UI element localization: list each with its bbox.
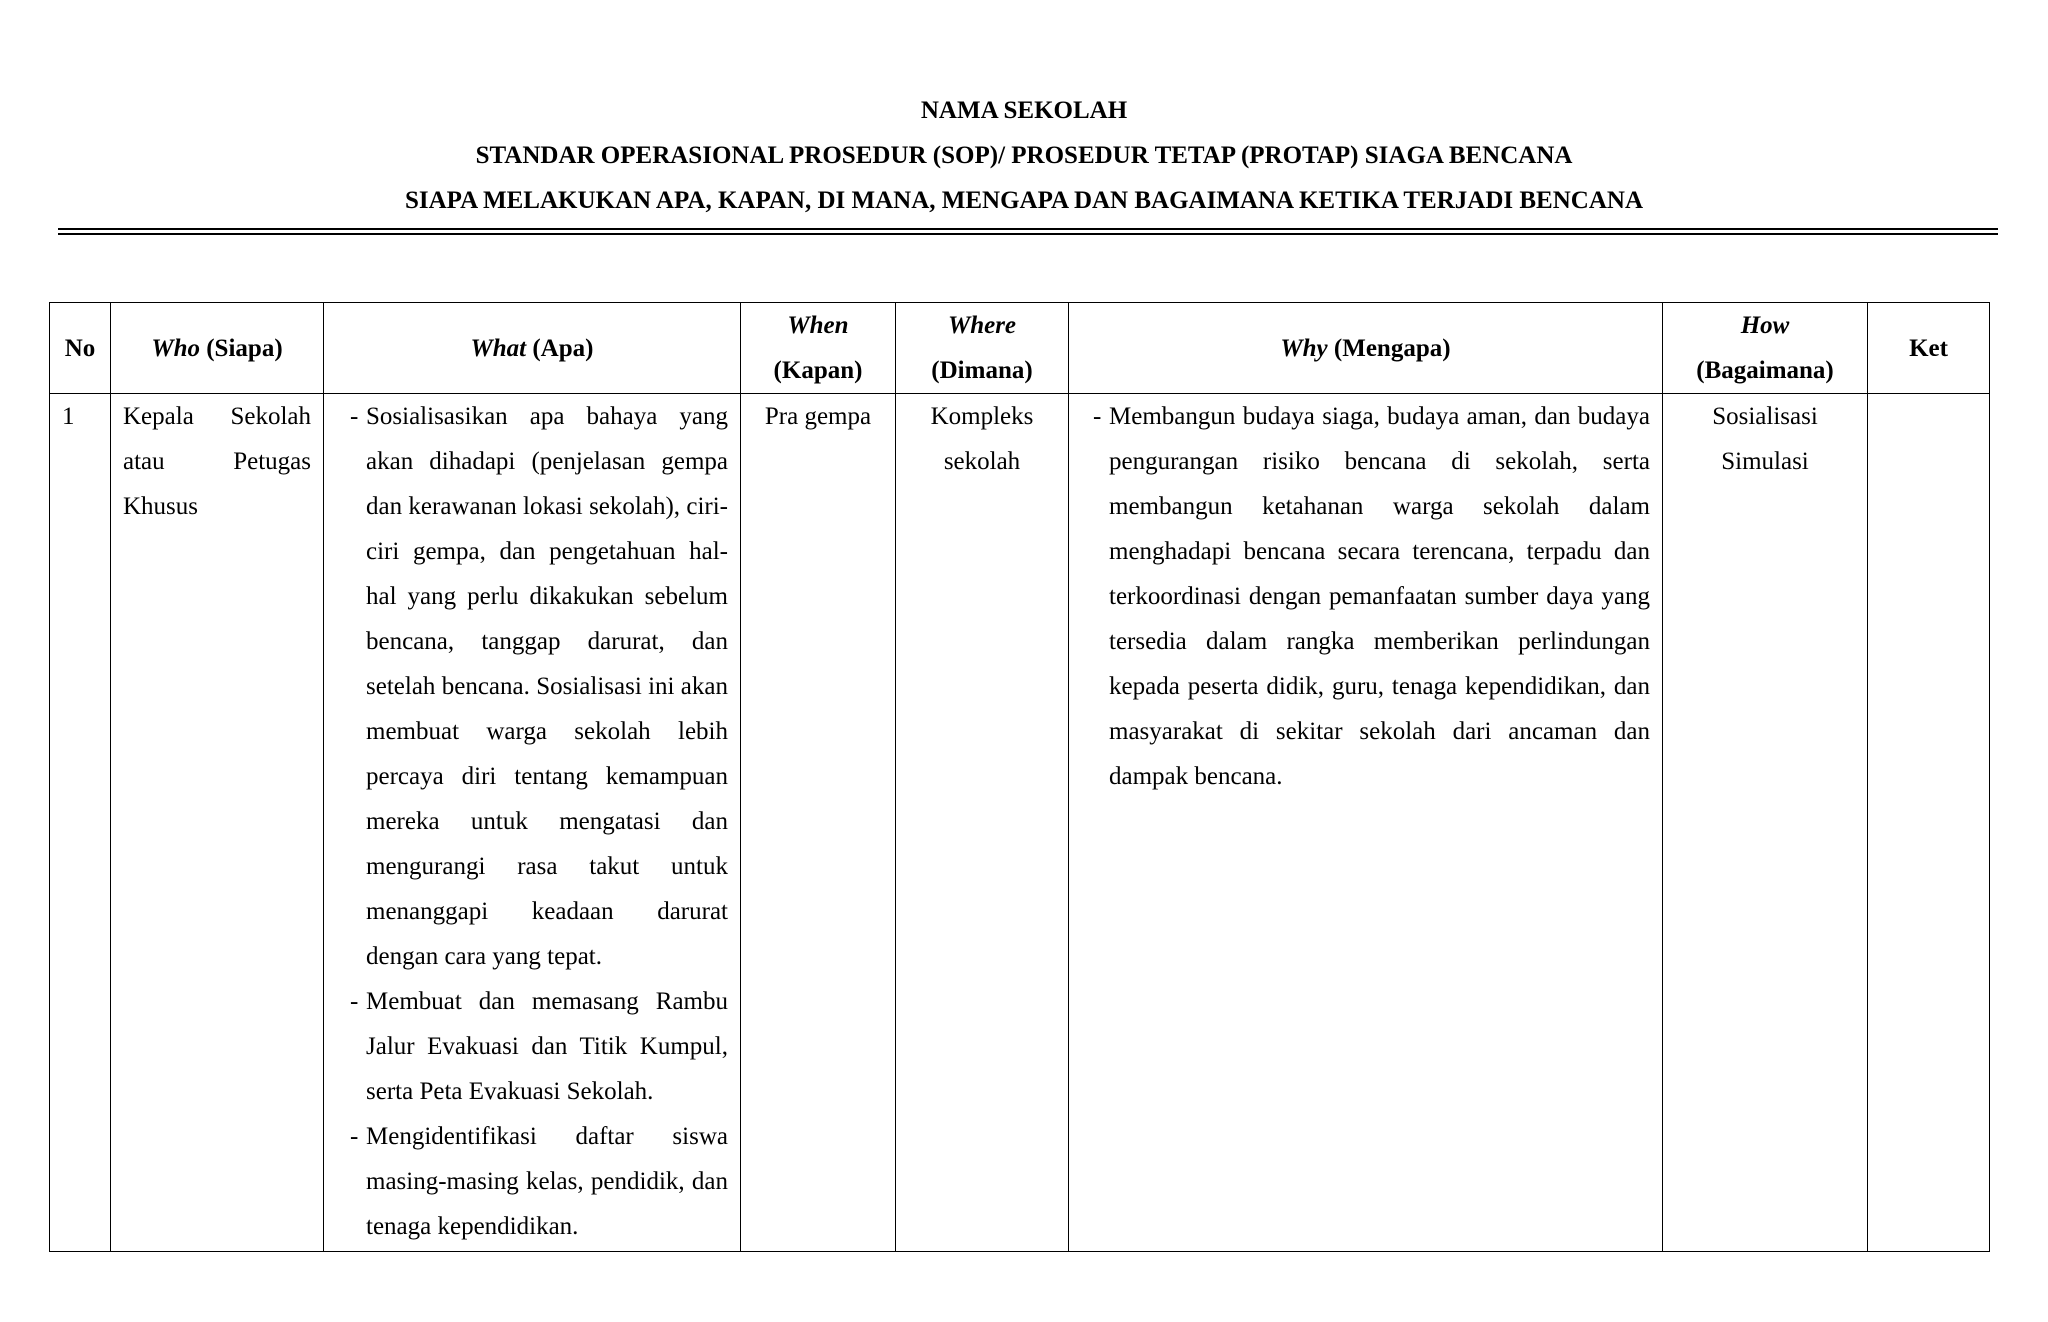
header-ket: Ket [1868, 303, 1990, 394]
how-line-2: Simulasi [1721, 448, 1809, 475]
where-line-1: Kompleks [930, 403, 1034, 430]
how-line-1: Sosialisasi [1712, 403, 1818, 430]
header-double-rule-top [58, 228, 1998, 230]
cell-no: 1 [50, 394, 111, 1252]
list-item: - Sosialisasikan apa bahaya yang akan dihadapi (penjelasan gempa dan kerawanan lokasi sekolah), ciri-ciri gempa, dan pengetahuan hal-hal yang perlu dikakukan sebelum bencana, tanggap darurat, dan setelah bencana. Sosialisasi ini akan membuat warga sekolah lebih percaya diri tentang kemampuan mereka untuk mengatasi dan mengurangi rasa takut untuk menanggapi keadaan darurat dengan cara yang tepat. [366, 394, 728, 979]
school-name-title: NAMA SEKOLAH [920, 97, 1128, 124]
sop-title: STANDAR OPERASIONAL PROSEDUR (SOP)/ PROSEDUR TETAP (PROTAP) SIAGA BENCANA [475, 142, 1573, 169]
header-how: How (Bagaimana) [1663, 303, 1868, 394]
cell-how [1663, 394, 1868, 1252]
cell-where [896, 394, 1069, 1252]
what-list [324, 394, 740, 1249]
sop-table [49, 302, 1990, 1252]
cell-when: Pra gempa [741, 394, 896, 1252]
header-when: When (Kapan) [741, 303, 896, 394]
where-line-2: sekolah [943, 448, 1021, 475]
table-row [50, 394, 1990, 1252]
why-list [1069, 394, 1662, 799]
cell-what [324, 394, 741, 1252]
cell-who: Kepala Sekolah atau Petugas Khusus [111, 394, 324, 1252]
sop-subtitle: SIAPA MELAKUKAN APA, KAPAN, DI MANA, MENGAPA DAN BAGAIMANA KETIKA TERJADI BENCANA [404, 187, 1643, 214]
table-header-row [50, 303, 1990, 394]
header-what: What (Apa) [324, 303, 741, 394]
header-who: Who (Siapa) [111, 303, 324, 394]
header-double-rule-bottom [58, 233, 1998, 235]
header-no: No [50, 303, 111, 394]
list-item: - Membangun budaya siaga, budaya aman, dan budaya pengurangan risiko bencana di sekolah, serta membangun ketahanan warga sekolah dalam menghadapi bencana secara terencana, terpadu dan terkoordinasi dengan pemanfaatan sumber daya yang tersedia dalam rangka memberikan perlindungan kepada peserta didik, guru, tenaga kependidikan, dan masyarakat di sekitar sekolah dari ancaman dan dampak bencana. [1109, 394, 1650, 799]
cell-ket [1868, 394, 1990, 1252]
cell-why [1069, 394, 1663, 1252]
list-item: - Membuat dan memasang Rambu Jalur Evakuasi dan Titik Kumpul, serta Peta Evakuasi Sekolah. [366, 979, 728, 1114]
header-why: Why (Mengapa) [1069, 303, 1663, 394]
document-header [0, 88, 2048, 223]
list-item: - Mengidentifikasi daftar siswa masing-masing kelas, pendidik, dan tenaga kependidikan. [366, 1114, 728, 1249]
header-where: Where (Dimana) [896, 303, 1069, 394]
